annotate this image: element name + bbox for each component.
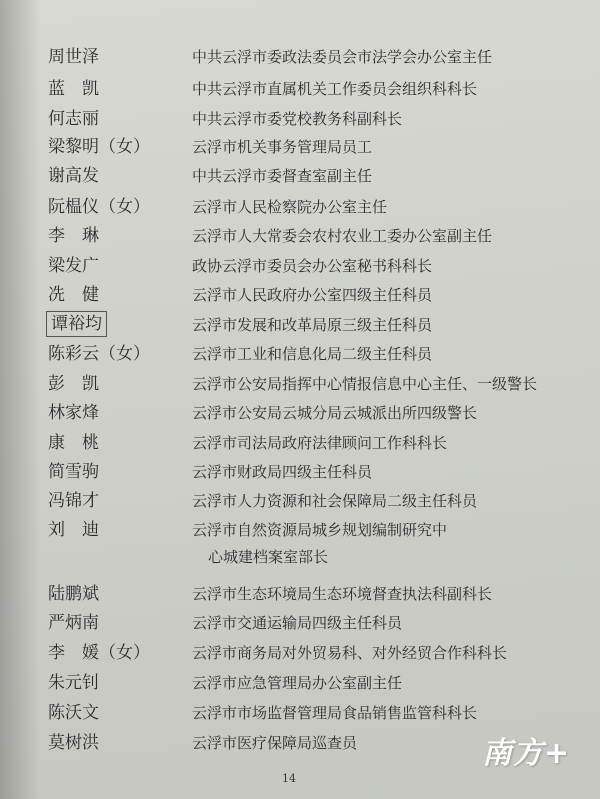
list-item <box>0 517 600 543</box>
person-name: 陈彩云（女） <box>48 344 150 364</box>
person-name: 陆鹏斌 <box>48 584 99 604</box>
list-item <box>0 610 600 636</box>
list-item <box>0 194 600 220</box>
person-title: 云浮市人大常委会农村农业工委办公室副主任 <box>192 227 493 245</box>
person-title: 云浮市发展和改革局原三级主任科员 <box>192 316 433 334</box>
person-name: 周世泽 <box>48 47 99 67</box>
list-item <box>0 163 600 189</box>
person-title: 中共云浮市直属机关工作委员会组织科科长 <box>192 80 478 98</box>
person-title: 云浮市人力资源和社会保障局二级主任科员 <box>192 492 478 510</box>
list-item <box>0 223 600 249</box>
person-name: 林家烽 <box>48 403 99 423</box>
person-name: 莫树洪 <box>48 733 99 753</box>
list-item <box>0 400 600 426</box>
person-name: 蓝 凯 <box>48 79 99 99</box>
list-item <box>0 341 600 367</box>
list-item <box>0 312 600 338</box>
person-title: 中共云浮市委政法委员会市法学会办公室主任 <box>192 48 493 66</box>
person-name: 严炳南 <box>48 613 99 633</box>
list-item <box>0 430 600 456</box>
list-item <box>0 700 600 726</box>
person-title-continued: 心城建档案室部长 <box>208 548 329 566</box>
list-item-continuation <box>0 544 600 570</box>
person-name: 李 琳 <box>48 226 99 246</box>
person-title: 云浮市商务局对外贸易科、对外经贸合作科科长 <box>192 644 508 662</box>
list-item <box>0 670 600 696</box>
page-number: 14 <box>282 772 296 785</box>
person-name: 谢高发 <box>48 166 99 186</box>
person-name: 陈沃文 <box>48 703 99 723</box>
person-title: 云浮市公安局指挥中心情报信息中心主任、一级警长 <box>192 375 538 393</box>
list-item <box>0 282 600 308</box>
person-title: 云浮市自然资源局城乡规划编制研究中 <box>192 521 448 539</box>
person-name: 何志丽 <box>48 109 99 129</box>
person-title: 云浮市财政局四级主任科员 <box>192 463 373 481</box>
person-name: 冯锦才 <box>48 491 99 511</box>
person-title: 云浮市工业和信息化局二级主任科员 <box>192 345 433 363</box>
watermark-logo: 南方+ <box>482 736 571 771</box>
person-name: 李 媛（女） <box>48 643 150 663</box>
list-item <box>0 581 600 607</box>
list-item <box>0 371 600 397</box>
list-item <box>0 640 600 666</box>
person-title: 云浮市应急管理局办公室副主任 <box>192 674 403 692</box>
list-item <box>0 76 600 102</box>
person-name: 彭 凯 <box>48 374 99 394</box>
person-name: 简雪驹 <box>48 462 99 482</box>
person-name: 梁发广 <box>48 256 99 276</box>
list-item <box>0 488 600 514</box>
person-title: 云浮市生态环境局生态环境督查执法科副科长 <box>192 585 493 603</box>
person-title: 云浮市机关事务管理局员工 <box>192 138 373 156</box>
person-title: 云浮市司法局政府法律顾问工作科科长 <box>192 434 448 452</box>
list-item <box>0 134 600 160</box>
person-title: 云浮市人民政府办公室四级主任科员 <box>192 286 433 304</box>
list-item <box>0 459 600 485</box>
person-title: 云浮市公安局云城分局云城派出所四级警长 <box>192 404 478 422</box>
list-item <box>0 106 600 132</box>
person-title: 云浮市医疗保障局巡查员 <box>192 734 358 752</box>
person-name: 朱元钊 <box>48 673 99 693</box>
list-item <box>0 253 600 279</box>
person-title: 云浮市人民检察院办公室主任 <box>192 198 388 216</box>
person-title: 政协云浮市委员会办公室秘书科科长 <box>192 257 433 275</box>
person-title: 云浮市市场监督管理局食品销售监管科科长 <box>192 704 478 722</box>
person-name: 冼 健 <box>48 285 99 305</box>
person-title: 云浮市交通运输局四级主任科员 <box>192 614 403 632</box>
person-title: 中共云浮市委督查室副主任 <box>192 167 373 185</box>
person-name: 康 桃 <box>48 433 99 453</box>
list-item <box>0 44 600 70</box>
person-name: 阮榅仪（女） <box>48 197 150 217</box>
person-name-highlighted: 谭裕均 <box>46 311 107 337</box>
person-name: 梁黎明（女） <box>48 137 150 157</box>
person-title: 中共云浮市委党校教务科副科长 <box>192 110 403 128</box>
person-name: 刘 迪 <box>48 520 99 540</box>
